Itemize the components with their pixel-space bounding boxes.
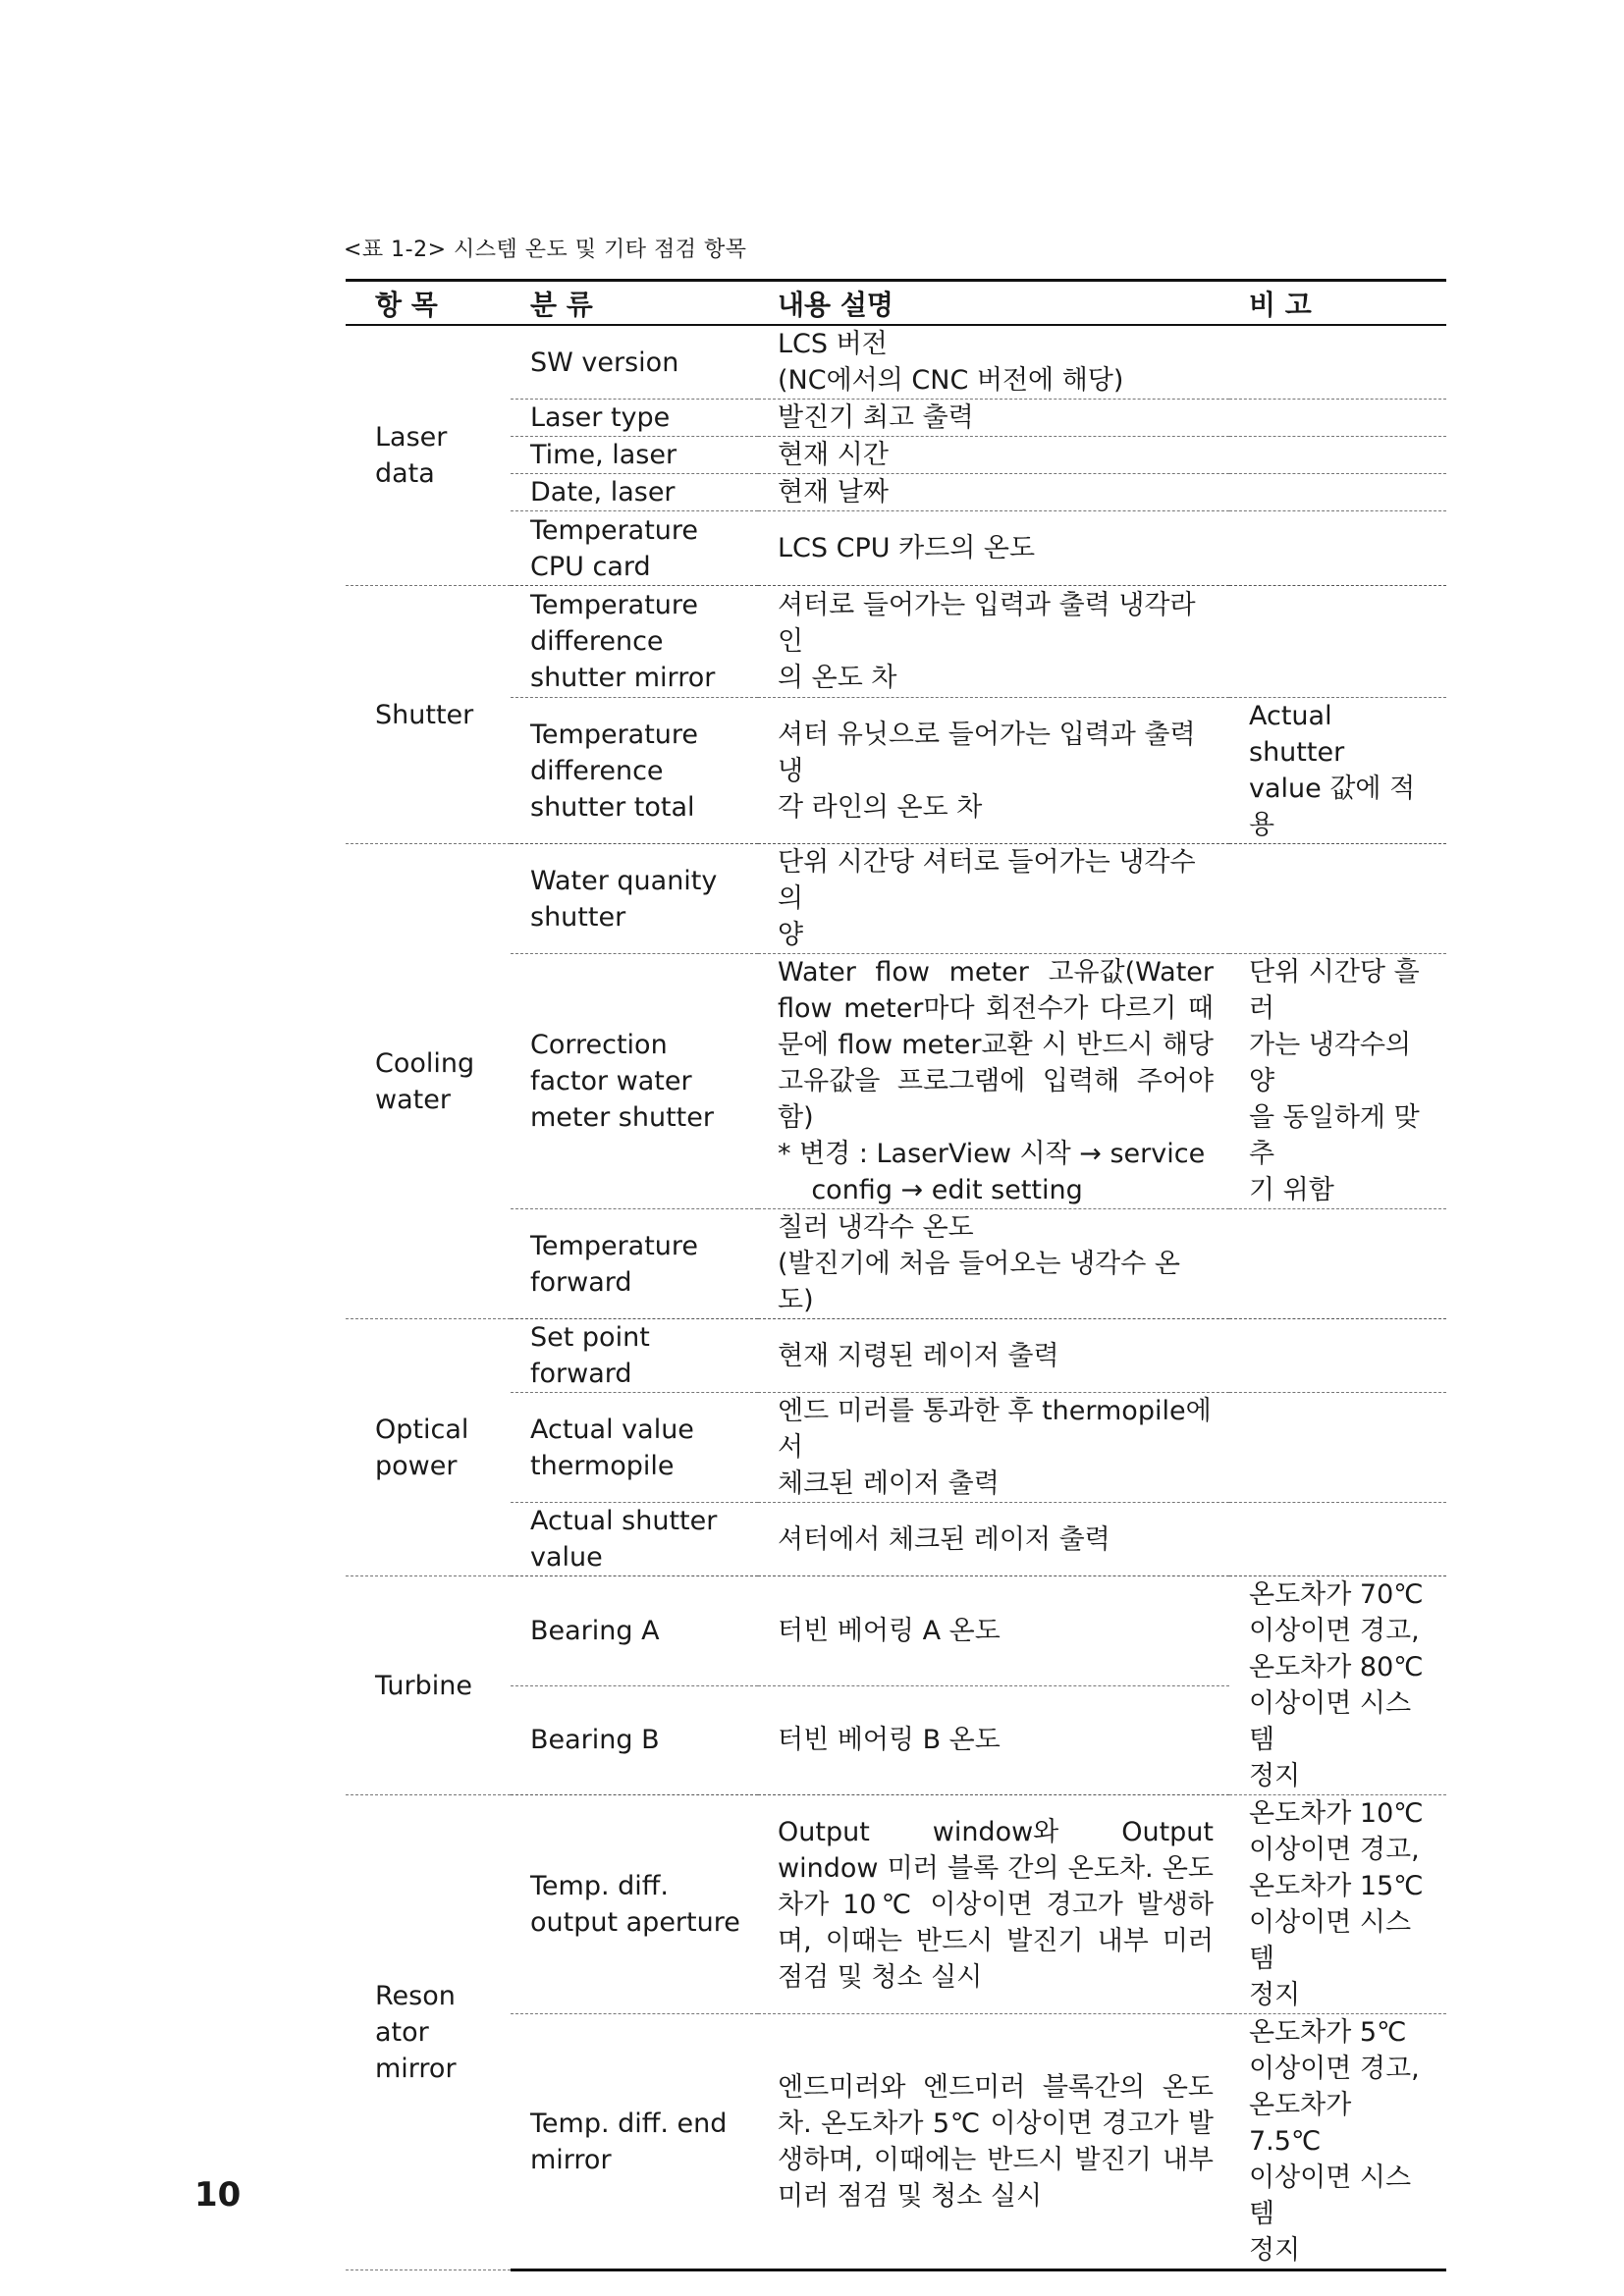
category-cell: Laser type — [511, 400, 758, 437]
remarks-cell: 온도차가 5℃ 이상이면 경고, 온도차가 7.5℃ 이상이면 시스템 정지 — [1229, 2014, 1446, 2270]
description-cell: 단위 시간당 셔터로 들어가는 냉각수의 양 — [758, 844, 1229, 954]
table-row — [346, 400, 1446, 437]
table-row — [346, 437, 1446, 474]
remarks-cell — [1229, 1209, 1446, 1319]
description-cell: 칠러 냉각수 온도 (발진기에 처음 들어오는 냉각수 온도) — [758, 1209, 1229, 1319]
table-row — [346, 954, 1446, 1209]
table-row — [346, 2014, 1446, 2270]
remarks-cell — [1229, 474, 1446, 511]
table-row — [346, 698, 1446, 844]
description-cell — [758, 954, 1229, 1209]
header-description: 내용 설명 — [758, 281, 1229, 326]
table-row — [346, 511, 1446, 586]
category-cell: Temperature difference shutter mirror — [511, 586, 758, 698]
description-cell: 셔터에서 체크된 레이저 출력 — [758, 1503, 1229, 1576]
group-laser-data: Laser data — [346, 325, 511, 586]
header-category: 분 류 — [511, 281, 758, 326]
category-cell: Temperature CPU card — [511, 511, 758, 586]
category-cell: Temperature difference shutter total — [511, 698, 758, 844]
description-cell: LCS 버전 (NC에서의 CNC 버전에 해당) — [758, 325, 1229, 400]
remarks-cell: 온도차가 10℃ 이상이면 경고, 온도차가 15℃ 이상이면 시스템 정지 — [1229, 1795, 1446, 2014]
category-cell: Correction factor water meter shutter — [511, 954, 758, 1209]
category-cell: Actual shutter value — [511, 1503, 758, 1576]
description-cell: 터빈 베어링 A 온도 — [758, 1576, 1229, 1686]
table-row — [346, 586, 1446, 698]
category-cell: Temp. diff. end mirror — [511, 2014, 758, 2270]
category-cell: Actual value thermopile — [511, 1393, 758, 1503]
remarks-cell — [1229, 1319, 1446, 1393]
table-row — [346, 1393, 1446, 1503]
remarks-cell — [1229, 1393, 1446, 1503]
category-cell: SW version — [511, 325, 758, 400]
description-cell: 현재 지령된 레이저 출력 — [758, 1319, 1229, 1393]
group-shutter: Shutter — [346, 586, 511, 844]
remarks-cell — [1229, 511, 1446, 586]
table-row — [346, 1795, 1446, 2014]
description-cell: 현재 날짜 — [758, 474, 1229, 511]
description-text: Water flow meter 고유값(Water flow meter마다 회전수가 다르기 때문에 flow meter교환 시 반드시 해당 고유값을 프로그램에 입력해 주어야 함) — [778, 957, 1214, 1133]
table-caption: <표 1-2> 시스템 온도 및 기타 점검 항목 — [344, 238, 747, 262]
group-turbine: Turbine — [346, 1576, 511, 1795]
header-item: 항 목 — [346, 281, 511, 326]
remarks-cell — [1229, 586, 1446, 698]
remarks-cell — [1229, 437, 1446, 474]
category-cell: Temperature forward — [511, 1209, 758, 1319]
page-number: 10 — [194, 2175, 242, 2215]
category-cell: Time, laser — [511, 437, 758, 474]
remarks-cell: 온도차가 70℃ 이상이면 경고, 온도차가 80℃ 이상이면 시스템 정지 — [1229, 1576, 1446, 1795]
remarks-cell — [1229, 1503, 1446, 1576]
table-row — [346, 844, 1446, 954]
table-row — [346, 1319, 1446, 1393]
category-cell: Date, laser — [511, 474, 758, 511]
description-cell: LCS CPU 카드의 온도 — [758, 511, 1229, 586]
inspection-table — [346, 279, 1446, 2271]
description-cell: Output window와 Output window 미러 블록 간의 온도차. 온도차가 10℃ 이상이면 경고가 발생하며, 이때는 반드시 발진기 내부 미러 점검 및 청소 실시 — [758, 1795, 1229, 2014]
description-cell: 엔드 미러를 통과한 후 thermopile에서 체크된 레이저 출력 — [758, 1393, 1229, 1503]
table-row — [346, 1576, 1446, 1686]
description-cell: 터빈 베어링 B 온도 — [758, 1685, 1229, 1795]
category-cell: Water quanity shutter — [511, 844, 758, 954]
table-row — [346, 1503, 1446, 1576]
category-cell: Set point forward — [511, 1319, 758, 1393]
remarks-cell — [1229, 400, 1446, 437]
table-row — [346, 325, 1446, 400]
description-cell: 셔터 유닛으로 들어가는 입력과 출력 냉 각 라인의 온도 차 — [758, 698, 1229, 844]
group-cooling-water: Cooling water — [346, 844, 511, 1319]
group-resonator-mirror: Reson ator mirror — [346, 1795, 511, 2270]
group-optical-power: Optical power — [346, 1319, 511, 1576]
table-row — [346, 1209, 1446, 1319]
description-cell: 엔드미러와 엔드미러 블록간의 온도차. 온도차가 5℃ 이상이면 경고가 발생하며, 이때에는 반드시 발진기 내부 미러 점검 및 청소 실시 — [758, 2014, 1229, 2270]
table-header-row — [346, 281, 1446, 326]
remarks-cell: Actual shutter value 값에 적용 — [1229, 698, 1446, 844]
remarks-cell — [1229, 844, 1446, 954]
header-remarks: 비 고 — [1229, 281, 1446, 326]
description-cell: 현재 시간 — [758, 437, 1229, 474]
description-note: * 변경 : LaserView 시작 → service config → edit setting — [778, 1139, 1206, 1205]
remarks-cell: 단위 시간당 흘러 가는 냉각수의 양 을 동일하게 맞추 기 위함 — [1229, 954, 1446, 1209]
remarks-cell — [1229, 325, 1446, 400]
category-cell: Temp. diff. output aperture — [511, 1795, 758, 2014]
table-row — [346, 474, 1446, 511]
category-cell: Bearing B — [511, 1685, 758, 1795]
description-cell: 셔터로 들어가는 입력과 출력 냉각라인 의 온도 차 — [758, 586, 1229, 698]
description-cell: 발진기 최고 출력 — [758, 400, 1229, 437]
category-cell: Bearing A — [511, 1576, 758, 1686]
